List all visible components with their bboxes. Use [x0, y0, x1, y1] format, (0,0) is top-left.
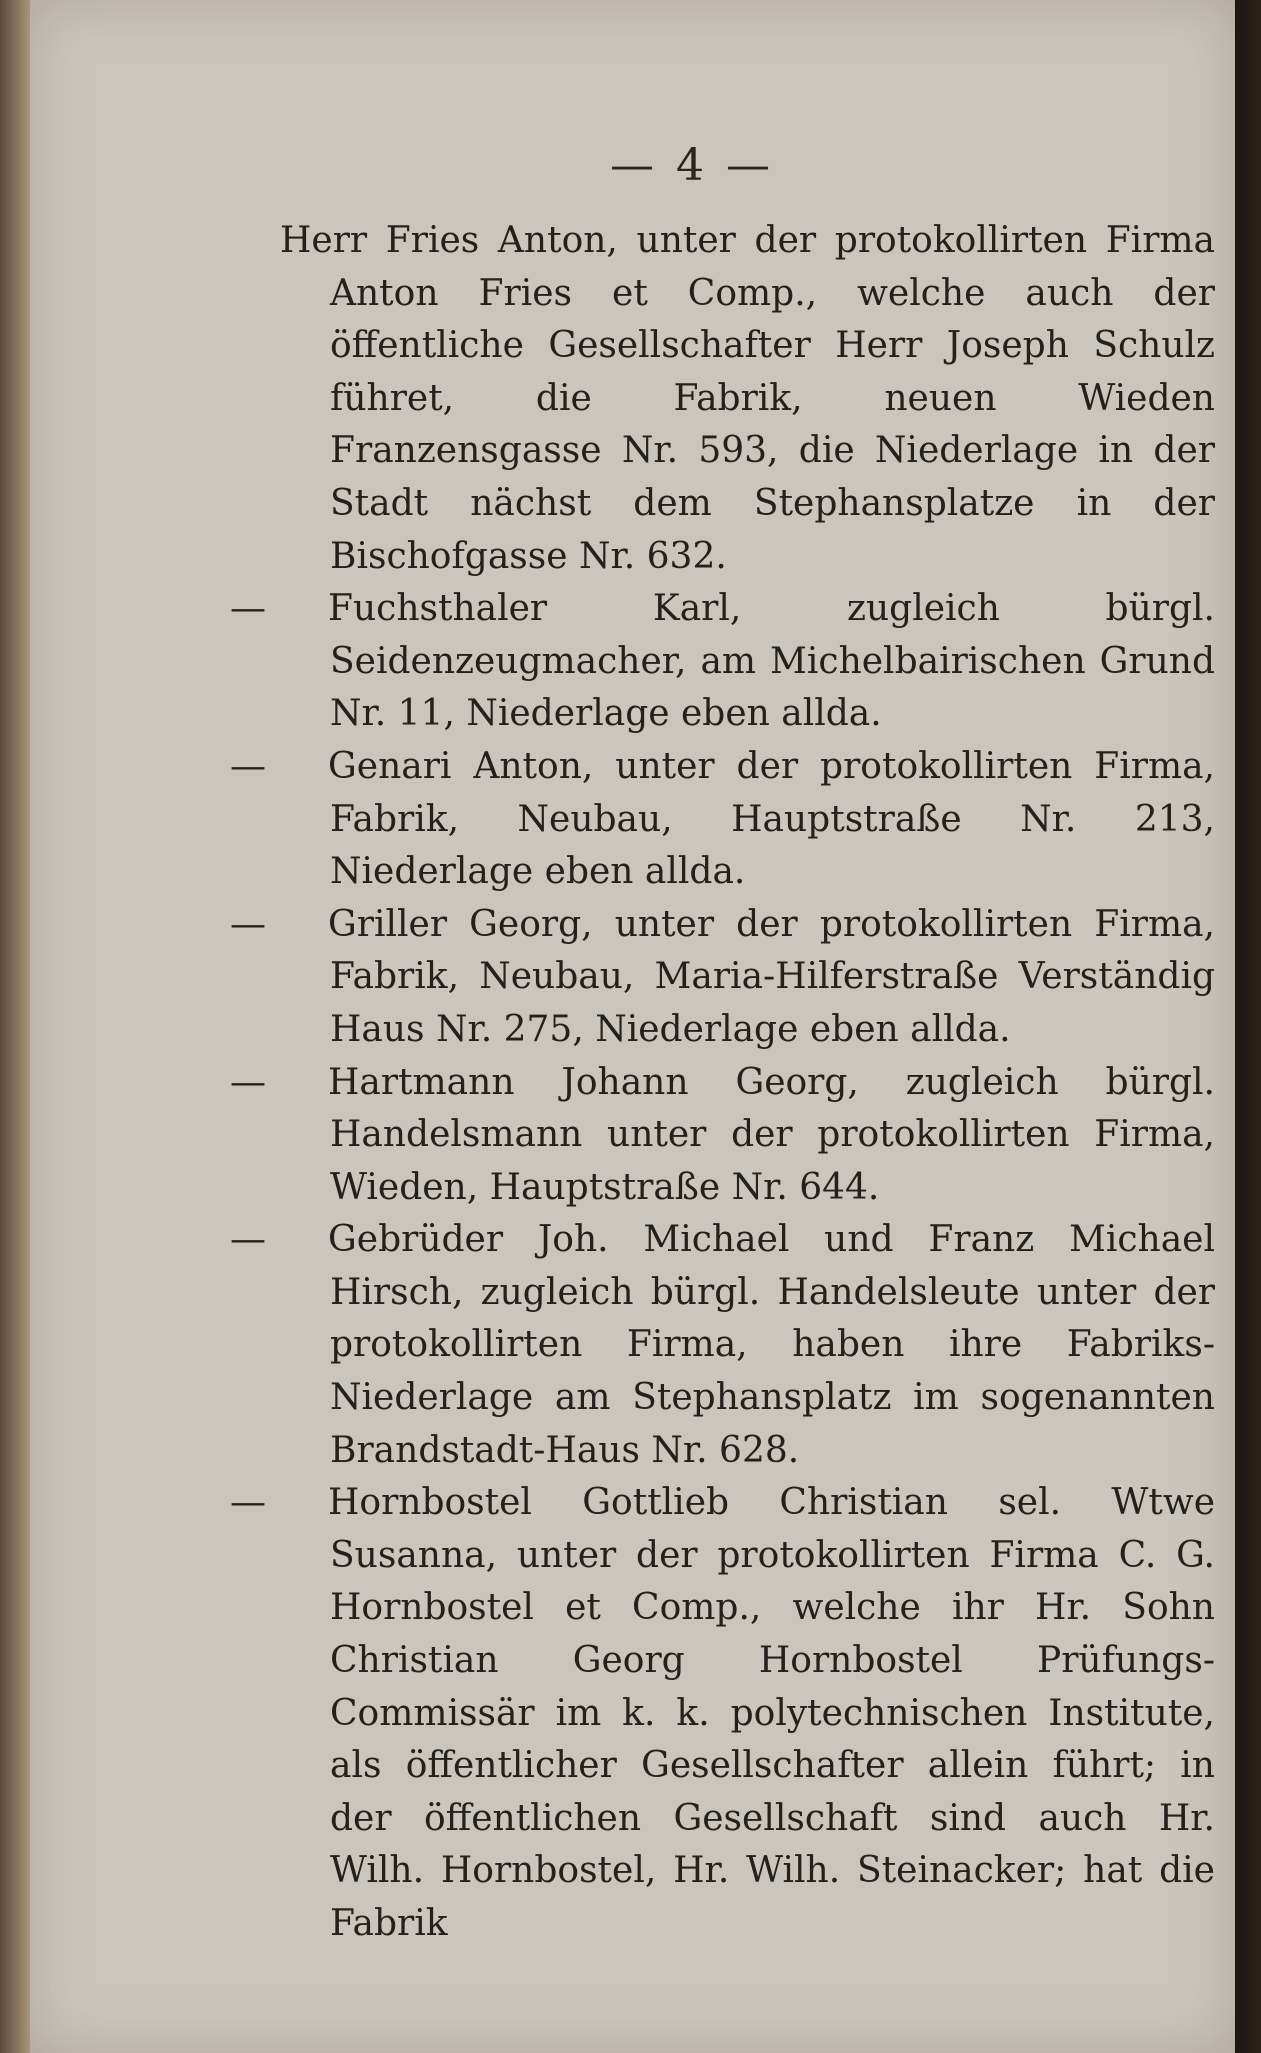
directory-entry [230, 1214, 1215, 1477]
entry-dash: — [230, 745, 266, 787]
entry-dash: — [230, 1219, 266, 1261]
page-number: — 4 — [610, 140, 774, 191]
entry-dash: — [230, 1482, 266, 1524]
entry-text: Fuchsthaler Karl, zugleich bürgl. Seidenzeugmacher, am Michelbairischen Grund Nr. 11, Niederlage eben allda. [328, 588, 1215, 735]
directory-entry [230, 741, 1215, 899]
entry-text: Hornbostel Gottlieb Christian sel. Wtwe Susanna, unter der protokollirten Firma C. G. Hornbostel et Comp., welche ihr Hr. Sohn Christian Georg Hornbostel Prüfungs-Commissär im k. k. polytechnischen Institute, als öffentlicher Gesellschafter allein führt; in der öffentlichen Gesellschaft sind auch Hr. Wilh. Hornbostel, Hr. Wilh. Steinacker; hat die Fabrik [328, 1482, 1215, 1944]
entry-dash: — [230, 1061, 266, 1103]
directory-entry [230, 583, 1215, 741]
entry-text: Herr Fries Anton, unter der protokollirten Firma Anton Fries et Comp., welche auch der öffentliche Gesellschafter Herr Joseph Schulz führet, die Fabrik, neuen Wieden Franzensgasse Nr. 593, die Niederlage in der Stadt nächst dem Stephansplatze in der Bischofgasse Nr. 632. [280, 220, 1215, 577]
entry-text: Gebrüder Joh. Michael und Franz Michael Hirsch, zugleich bürgl. Handelsleute unter der protokollirten Firma, haben ihre Fabriks-Niederlage am Stephansplatz im sogenannten Brandstadt-Haus Nr. 628. [328, 1219, 1215, 1471]
page-text [230, 215, 1215, 1951]
book-page [30, 0, 1235, 2053]
directory-entry [230, 215, 1215, 583]
directory-entry [230, 1057, 1215, 1215]
book-spine [0, 0, 30, 2053]
entry-text: Griller Georg, unter der protokollirten Firma, Fabrik, Neubau, Maria-Hilferstraße Verständig Haus Nr. 275, Niederlage eben allda. [328, 903, 1215, 1050]
entry-text: Genari Anton, unter der protokollirten Firma, Fabrik, Neubau, Hauptstraße Nr. 213, Niederlage eben allda. [328, 745, 1215, 893]
directory-entry [230, 1477, 1215, 1950]
book-edge [1235, 0, 1261, 2053]
entry-text: Hartmann Johann Georg, zugleich bürgl. Handelsmann unter der protokollirten Firma, Wieden, Hauptstraße Nr. 644. [328, 1061, 1215, 1208]
entry-dash: — [230, 588, 266, 630]
directory-entry [230, 899, 1215, 1057]
entry-dash: — [230, 903, 266, 945]
